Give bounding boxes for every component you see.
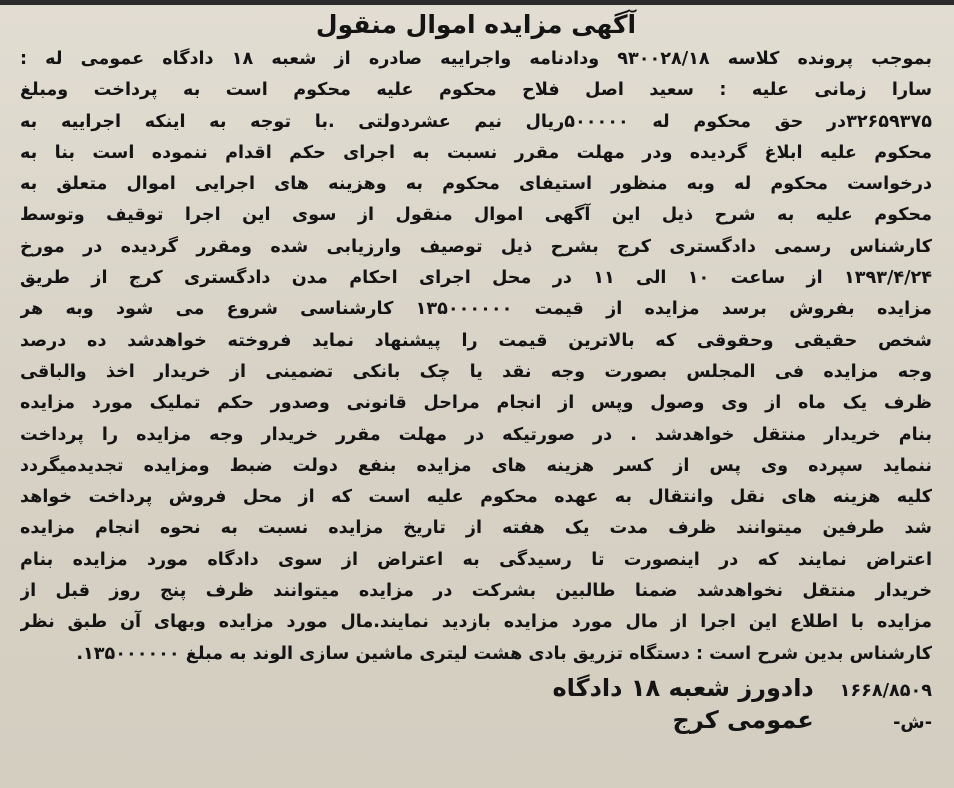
body-line: شخص حقیقی وحقوقی که بالاترین قیمت را پیشنهاد نماید فروخته خواهدشد ده درصد	[20, 330, 932, 351]
body-line: محکوم علیه ابلاغ گردیده ودر مهلت مقرر نسبت به اجرای حکم اقدام ننموده است بنا به	[20, 142, 932, 163]
body-line: بنام خریدار منتقل خواهدشد . در صورتیکه در مهلت مقرر خریدار وجه مزایده را پرداخت	[20, 424, 932, 445]
body-line: درخواست محکوم له وبه منظور استیفای محکوم به وهزینه های اجرایی اموال متعلق به	[20, 174, 932, 195]
auction-notice	[20, 8, 932, 739]
notice-footer	[20, 672, 932, 739]
body-line: مزایده بفروش برسد مزایده از قیمت ۱۳۵۰۰۰۰۰۰ کارشناسی شروع می شود وبه هر	[20, 299, 932, 320]
body-line: وجه مزایده فی المجلس بصورت وجه نقد یا چک بانکی تضمینی از خریدار اخذ والباقی	[20, 361, 932, 382]
body-line: بموجب پرونده کلاسه ۹۳۰۰۲۸/۱۸ ودادنامه واجراییه صادره از شعبه ۱۸ دادگاه عمومی له :	[20, 49, 932, 69]
body-line: اعتراض نمایند که در اینصورت تا رسیدگی به اعتراض از سوی دادگاه مورد مزایده بنام	[20, 549, 932, 570]
signature-line: دادورز شعبه ۱۸ دادگاه عمومی کرج	[552, 673, 814, 734]
body-line: مزایده با اطلاع این اجرا از مال مورد مزایده بازدید نمایند.مال مورد مزایده وبهای آن طبق نظر	[20, 612, 932, 633]
body-line: ۱۳۹۳/۴/۲۴ از ساعت ۱۰ الی ۱۱ در محل اجرای احکام مدن دادگستری کرج از طریق	[20, 268, 932, 289]
notice-title: آگهی مزایده اموال منقول	[315, 10, 637, 39]
body-line: کارشناس بدین شرح است : دستگاه تزریق بادی هشت لیتری ماشین سازی الوند به مبلغ ۱۳۵۰۰۰۰۰۰.	[76, 643, 932, 664]
notice-body	[20, 44, 932, 670]
body-line: خریدار منتقل نخواهدشد ضمنا طالبین بشرکت در مزایده میتوانند ظرف پنج روز قبل از	[20, 581, 932, 602]
body-line: کلیه هزینه های نقل وانتقال به عهده محکوم علیه است که از محل فروش پرداخت خواهد	[20, 487, 932, 508]
body-line: سارا زمانی علیه : سعید اصل فلاح محکوم علیه محکوم است به پرداخت ومبلغ	[20, 80, 932, 101]
body-line: ظرف یک ماه از وی وصول وپس از انجام مراحل قانونی وصدور حکم تملیک مورد مزایده	[20, 393, 932, 414]
body-line: ۳۲۶۵۹۳۷۵در حق محکوم له ۵۰۰۰۰۰ریال نیم عشردولتی .با توجه به اینکه اجراییه به	[20, 111, 932, 132]
body-line: محکوم علیه به شرح ذیل این آگهی اموال منقول از سوی این اجرا توقیف وتوسط	[20, 205, 932, 226]
reference-number: ۱۶۶۸/۸۵۰۹ -ش-	[839, 680, 932, 733]
body-line: کارشناس رسمی دادگستری کرج بشرح ذیل توصیف وارزیابی شده ومقرر گردیده در مورخ	[20, 236, 932, 257]
body-line: شد طرفین میتوانند ظرف مدت یک هفته از تاریخ مزایده نسبت به نحوه انجام مزایده	[20, 518, 932, 539]
body-line: ننماید سپرده وی پس از کسر هزینه های مزایده بنفع دولت ضبط ومزایده تجدیدمیگردد	[20, 455, 932, 476]
top-rule	[0, 0, 954, 5]
